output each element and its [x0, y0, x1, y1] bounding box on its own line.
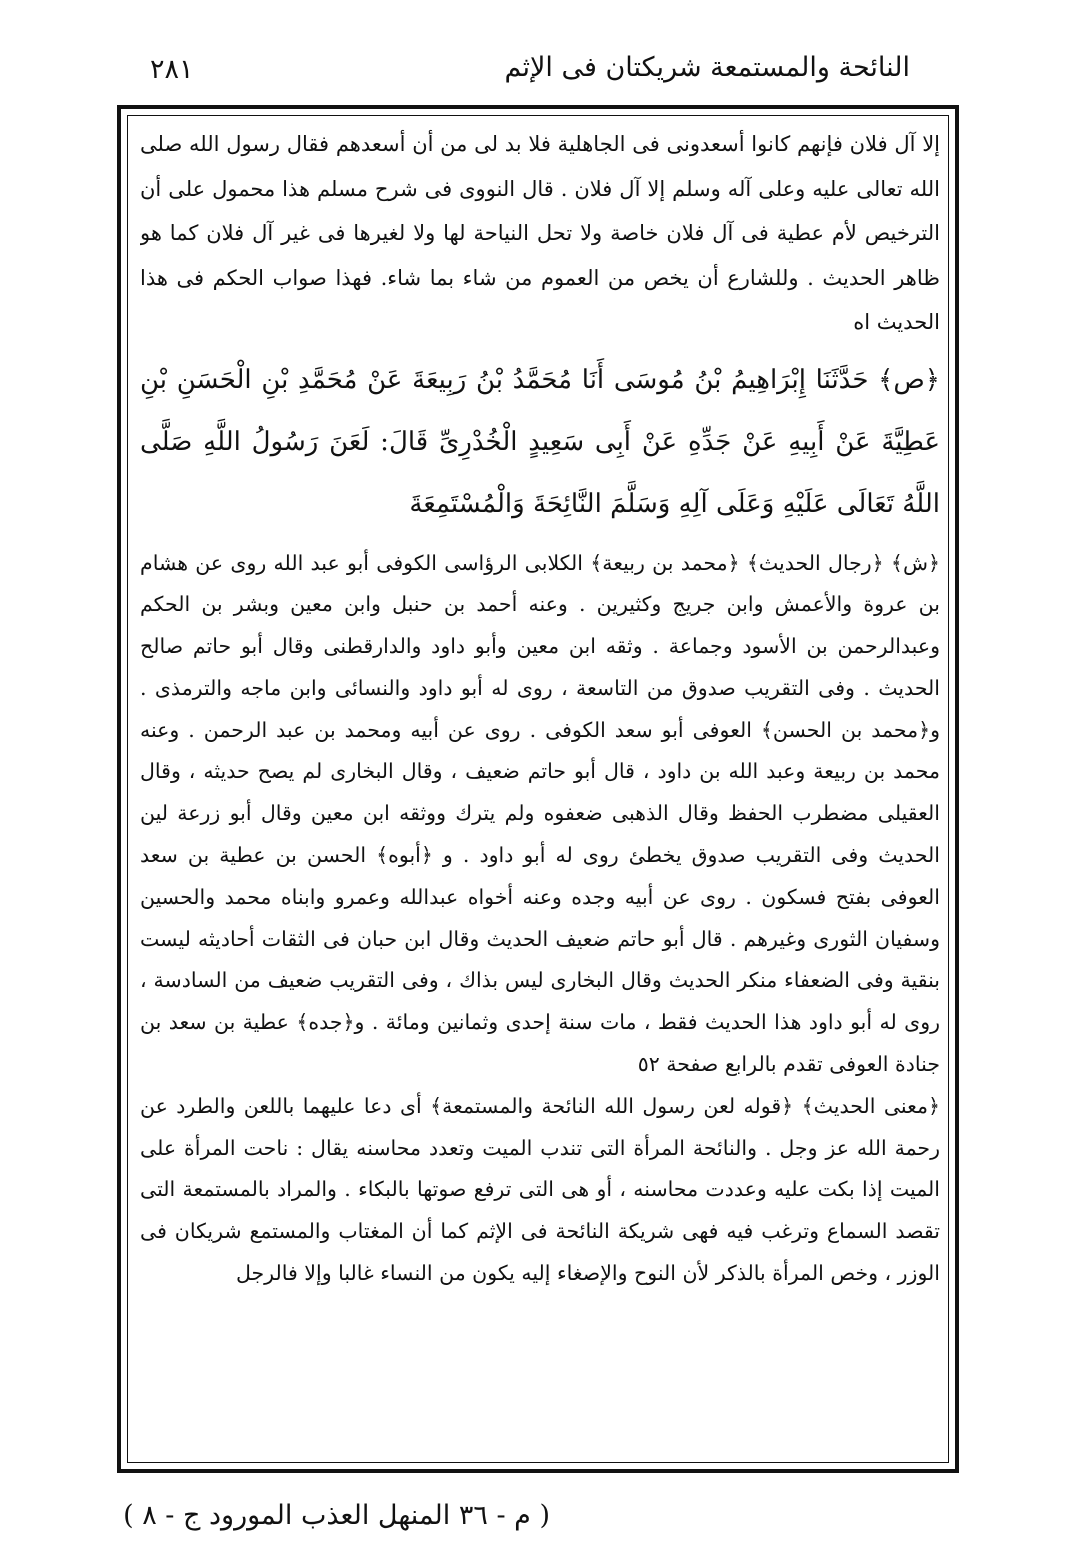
narrators-commentary: ﴿ش﴾ ﴿رجال الحديث﴾ ﴿محمد بن ربيعة﴾ الكلابى الرؤاسى الكوفى أبو عبد الله روى عن هشام بن عروة والأعمش وابن جريج وكثيرين . وعنه أحمد بن حنبل وابن معين وبشر بن الحكم وعبدالرحمن بن الأسود وجماعة . وثقه ابن معين وأبو داود والدارقطنى وقال أبو حاتم صالح الحديث . وفى التقريب صدوق من التاسعة ، روى له أبو داود والنسائى وابن ماجه والترمذى . و﴿محمد بن الحسن﴾ العوفى أبو سعد الكوفى . روى عن أبيه ومحمد بن عبد الرحمن . وعنه محمد بن ربيعة وعبد الله بن داود ، قال أبو حاتم ضعيف ، وقال البخارى لم يصح حديثه ، وقال العقيلى مضطرب الحفظ وقال الذهبى ضعفوه ولم يترك ووثقه ابن معين وقال أبو زرعة لين الحديث وفى التقريب صدوق يخطئ روى له أبو داود . و ﴿أبوه﴾ الحسن بن عطية بن سعد العوفى بفتح فسكون . روى عن أبيه وجده وعنه أخواه عبدالله وعمرو وابناه محمد والحسين وسفيان الثورى وغيرهم . قال أبو حاتم ضعيف الحديث وقال ابن حبان فى الثقات أحاديثه ليست بنقية وفى الضعفاء منكر الحديث وقال البخارى ليس بذاك ، وفى التقريب ضعيف من السادسة ، روى له أبو داود هذا الحديث فقط ، مات سنة إحدى وثمانين ومائة . و﴿جده﴾ عطية بن سعد بن جنادة العوفى تقدم بالرابع صفحة ٥٢ — [140, 550, 940, 1077]
commentary-paragraph-continued: إلا آل فلان فإنهم كانوا أسعدونى فى الجاهلية فلا بد لى من أن أسعدهم فقال رسول الله صلى الله تعالى عليه وعلى آله وسلم إلا آل فلان . قال النووى فى شرح مسلم هذا محمول على أن الترخيص لأم عطية فى آل فلان خاصة ولا تحل النياحة لها ولا لغيرها فى غير آل فلان كما هو ظاهر الحديث . وللشارع أن يخص من العموم من شاء بما شاء. فهذا صواب الحكم فى هذا الحديث اه — [140, 132, 940, 334]
running-title: النائحة والمستمعة شريكتان فى الإثم — [504, 52, 910, 83]
book-signature: ( م - ٣٦ المنهل العذب المورود ج - ٨ ) — [123, 1500, 550, 1531]
hadith-text: ﴿ص﴾ حَدَّثَنَا إِبْرَاهِيمُ بْنُ مُوسَى أَنَا مُحَمَّدُ بْنُ رَبِيعَةَ عَنْ مُحَمَّدِ بْنِ الْحَسَنِ بْنِ عَطِيَّةَ عَنْ أَبِيهِ عَنْ جَدِّهِ عَنْ أَبِى سَعِيدٍ الْخُدْرِىِّ قَالَ: لَعَنَ رَسُولُ اللَّهِ صَلَّى اللَّهُ تَعَالَى عَلَيْهِ وَعَلَى آلِهِ وَسَلَّمَ النَّائِحَةَ وَالْمُسْتَمِعَةَ — [140, 364, 940, 519]
hadith-meaning-commentary: ﴿معنى الحديث﴾ ﴿قوله لعن رسول الله النائحة والمستمعة﴾ أى دعا عليهما باللعن والطرد عن رحمة الله عز وجل . والنائحة المرأة التى تندب الميت وتعدد محاسنه يقال : ناحت المرأة على الميت إذا بكت عليه وعددت محاسنه ، أو هى التى ترفع صوتها بالبكاء . والمراد بالمستمعة التى تقصد السماع وترغب فيه فهى شريكة النائحة فى الإثم كما أن المغتاب والمستمع شريكان فى الوزر ، وخص المرأة بالذكر لأن النوح والإصغاء إليه يكون من النساء غالبا وإلا فالرجل — [140, 1093, 940, 1286]
page-header — [150, 52, 910, 102]
page-body — [140, 122, 940, 1452]
page-number: ٢٨١ — [150, 54, 194, 85]
